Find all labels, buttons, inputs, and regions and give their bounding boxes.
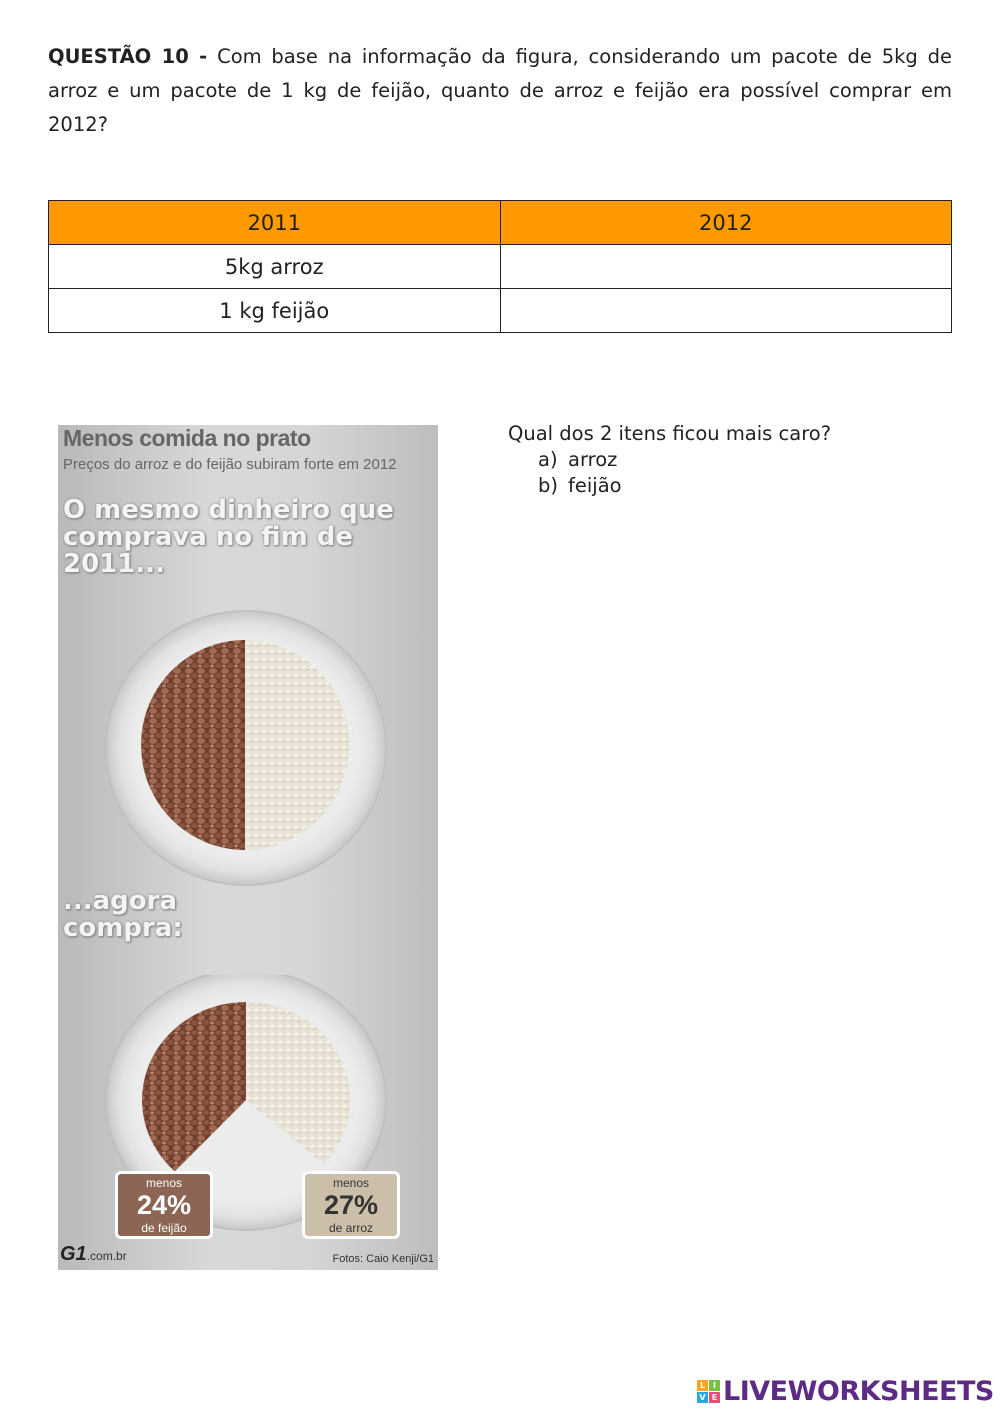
option-a-text: arroz: [568, 448, 618, 471]
g1-logo-domain: .com.br: [86, 1249, 127, 1263]
rice-reduction-badge: [302, 1171, 400, 1239]
infographic-subtitle: Preços do arroz e do feijão subiram forte em 2012: [63, 456, 397, 473]
grid-cell: V: [697, 1392, 708, 1403]
infographic-title: Menos comida no prato: [63, 425, 311, 451]
infographic-image: [58, 425, 438, 1270]
rice-badge-percent: 27%: [323, 1190, 379, 1220]
beans-reduction-badge: [115, 1171, 213, 1239]
beans-badge-small: menos: [145, 1176, 183, 1190]
rice-badge-label: de arroz: [328, 1221, 374, 1235]
table-header-row: [49, 201, 952, 245]
table-row: [49, 245, 952, 289]
row-item-rice: 5kg arroz: [49, 245, 501, 289]
option-b[interactable]: [538, 473, 622, 499]
header-2012: 2012: [500, 201, 952, 245]
row-item-beans: 1 kg feijão: [49, 289, 501, 333]
answer-cell-rice[interactable]: [500, 245, 952, 289]
option-a[interactable]: [538, 447, 622, 473]
beans-badge-percent: 24%: [136, 1190, 192, 1220]
grid-cell: L: [697, 1380, 708, 1391]
grid-cell: E: [709, 1392, 720, 1403]
question-10: [48, 40, 952, 142]
side-question: Qual dos 2 itens ficou mais caro?: [508, 422, 832, 445]
answer-table: [48, 200, 952, 333]
full-plate-illustration: [101, 608, 391, 888]
rice-badge-small: menos: [332, 1176, 370, 1190]
option-a-letter: a): [538, 448, 558, 471]
infographic-now-text: ...agora compra:: [63, 886, 183, 943]
infographic-headline: O mesmo dinheiro que comprava no fim de 2011...: [63, 495, 394, 579]
header-2011: 2011: [49, 201, 501, 245]
option-b-text: feijão: [568, 474, 622, 497]
question-text: Com base na informação da figura, considerando um pacote de 5kg de arroz e um pacote de 1 kg de feijão, quanto de arroz e feijão era possível comprar em 2012?: [48, 45, 952, 136]
answer-options: [538, 447, 622, 499]
question-label: QUESTÃO 10 -: [48, 45, 208, 68]
photo-credit: Fotos: Caio Kenji/G1: [332, 1253, 434, 1265]
liveworksheets-wordmark: LIVEWORKSHEETS: [723, 1376, 994, 1407]
answer-cell-beans[interactable]: [500, 289, 952, 333]
beans-badge-label: de feijão: [141, 1221, 187, 1235]
g1-logo: [60, 1243, 127, 1266]
g1-logo-mark: G1: [60, 1243, 87, 1265]
option-b-letter: b): [538, 474, 558, 497]
table-row: [49, 289, 952, 333]
grid-cell: I: [709, 1380, 720, 1391]
liveworksheets-grid-icon: [697, 1380, 721, 1404]
